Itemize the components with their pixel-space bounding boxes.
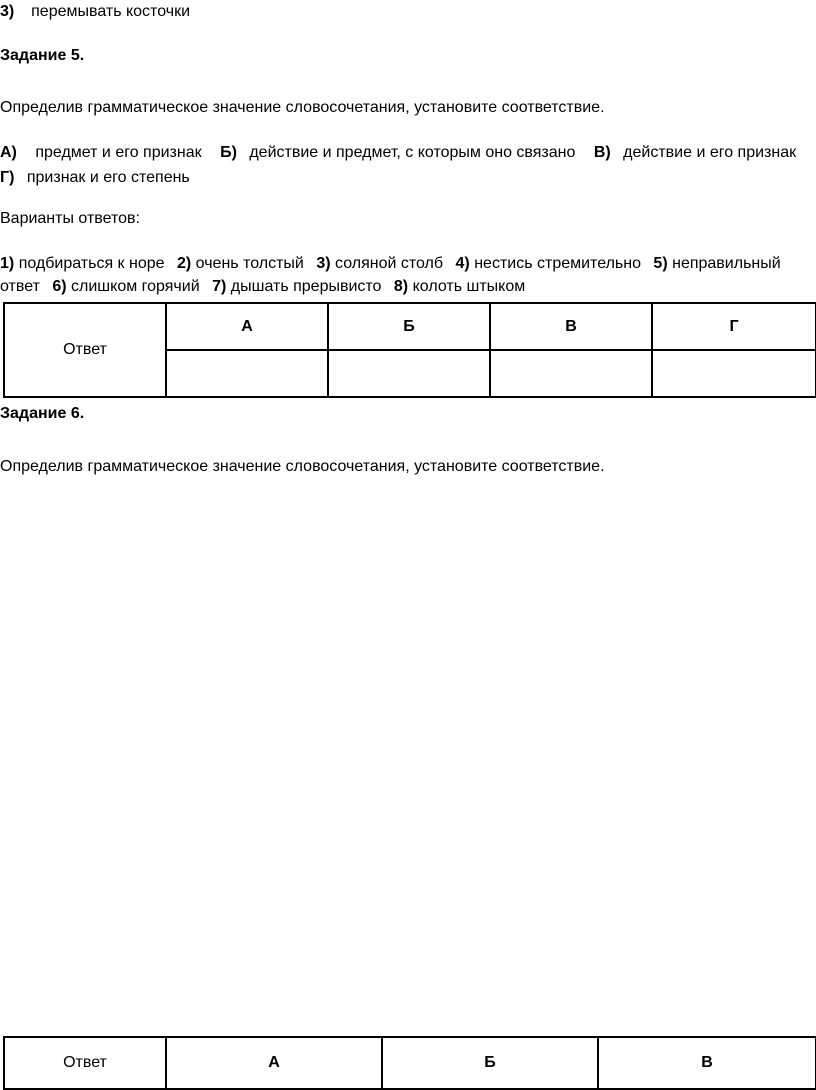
- option-1-num: 1): [0, 255, 15, 272]
- option-5-text: неправильный: [672, 255, 781, 272]
- option-8-text: колоть штыком: [412, 278, 526, 295]
- option-2-text: очень толстый: [195, 255, 304, 272]
- task5-answer-table: [3, 302, 816, 398]
- option-7-num: 7): [212, 278, 227, 295]
- option-7-text: дышать прерывисто: [230, 278, 382, 295]
- header-b: Б: [382, 1037, 598, 1089]
- answer-row-label: Ответ: [4, 303, 166, 397]
- option-6-num: 6): [52, 278, 67, 295]
- category-v-label: В): [593, 144, 611, 161]
- task5-categories-row1: [0, 143, 796, 163]
- answer-cell-v[interactable]: [490, 350, 652, 397]
- options-row2: [0, 277, 525, 297]
- header-g: Г: [652, 303, 816, 350]
- header-v: В: [598, 1037, 816, 1089]
- category-g-text: признак и его степень: [26, 169, 190, 186]
- option-5-text-cont: ответ: [0, 278, 40, 295]
- option-1-text: подбираться к норе: [18, 255, 165, 272]
- header-a: А: [166, 1037, 382, 1089]
- answer-cell-b[interactable]: [328, 350, 490, 397]
- prev-answer-item: [0, 2, 190, 22]
- answer-row-label: Ответ: [4, 1037, 166, 1089]
- option-3-num: 3): [316, 255, 331, 272]
- task6-title: Задание 6.: [0, 405, 85, 422]
- option-8-num: 8): [393, 278, 409, 295]
- option-4-num: 4): [455, 255, 470, 272]
- task5-categories-row2: [0, 168, 190, 188]
- category-v-text: действие и его признак: [623, 144, 797, 161]
- options-row1: [0, 254, 781, 274]
- task6-instruction: Определив грамматическое значение словосочетания, установите соответствие.: [0, 458, 605, 475]
- task6-answer-table: [3, 1036, 816, 1090]
- category-a-label: А): [0, 144, 17, 161]
- option-3-text: соляной столб: [335, 255, 444, 272]
- category-b-text: действие и предмет, с которым оно связано: [249, 144, 576, 161]
- category-b-label: Б): [220, 144, 237, 161]
- header-v: В: [490, 303, 652, 350]
- option-2-num: 2): [176, 255, 192, 272]
- answer-cell-a[interactable]: [166, 350, 328, 397]
- task5-title: Задание 5.: [0, 47, 85, 64]
- task5-instruction: Определив грамматическое значение словосочетания, установите соответствие.: [0, 99, 605, 116]
- header-b: Б: [328, 303, 490, 350]
- option-4-text: нестись стремительно: [474, 255, 641, 272]
- option-6-text: слишком горячий: [71, 278, 200, 295]
- category-g-label: Г): [0, 169, 15, 186]
- header-a: А: [166, 303, 328, 350]
- answer-cell-g[interactable]: [652, 350, 816, 397]
- option-5-num: 5): [653, 255, 668, 272]
- category-a-text: предмет и его признак: [35, 144, 202, 161]
- variants-label: Варианты ответов:: [0, 210, 140, 227]
- prev-item-text: перемывать косточки: [31, 3, 191, 20]
- prev-item-number: 3): [0, 3, 15, 20]
